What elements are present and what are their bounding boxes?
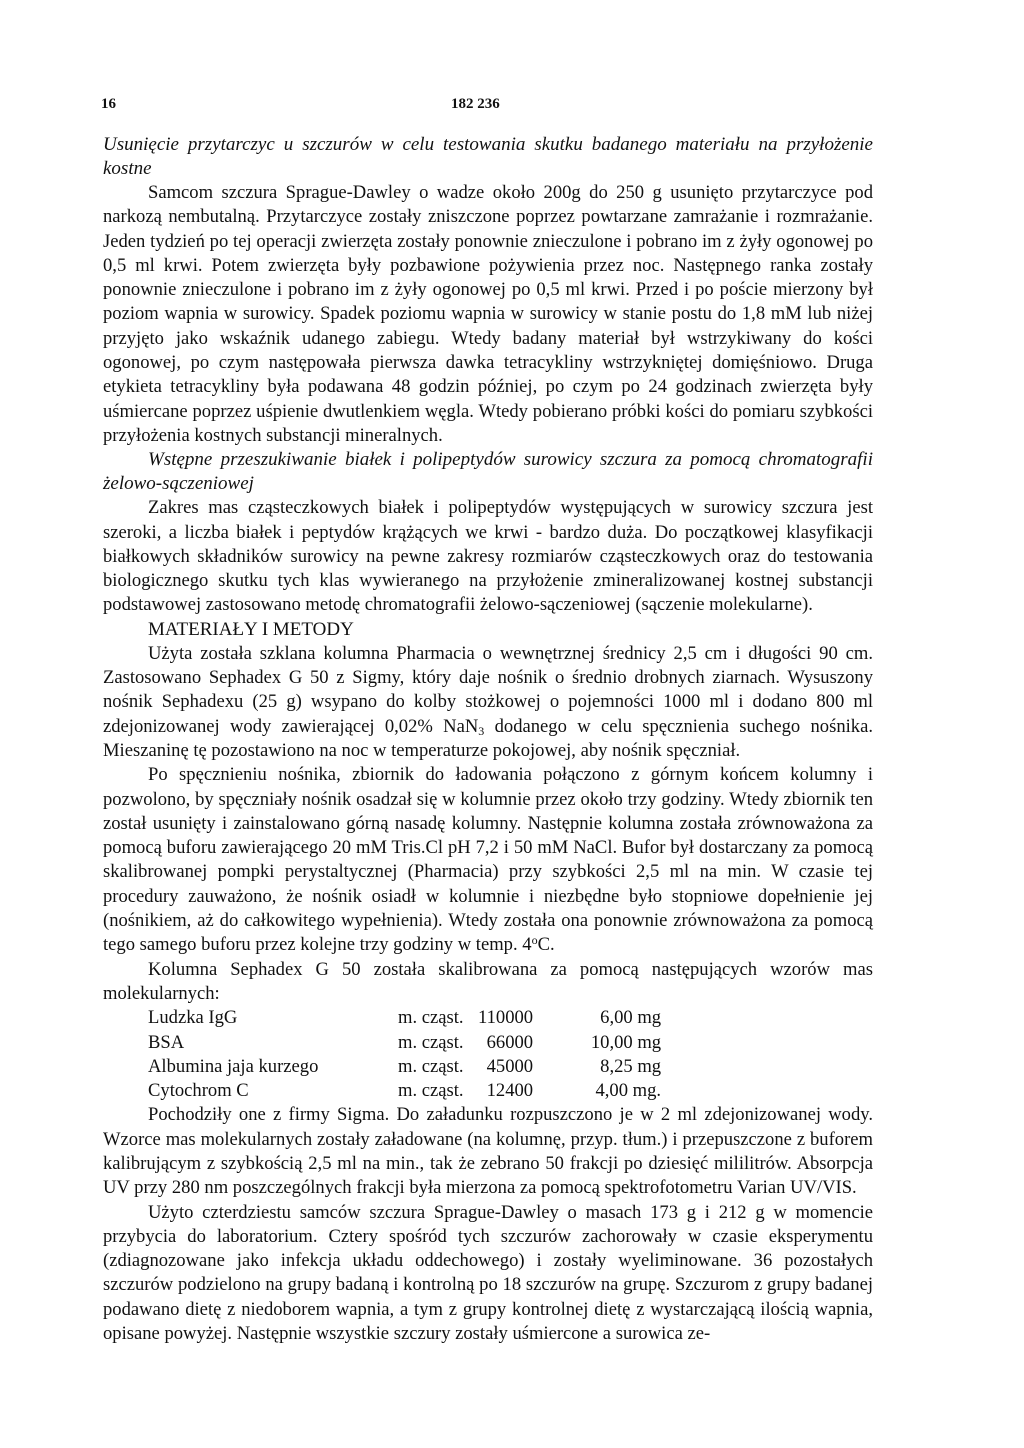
molecular-mass-standards-table <box>148 1006 661 1103</box>
section-heading-chromatography: Wstępne przeszukiwanie białek i polipeptydów surowicy szczura za pomocą chromatografii żelowo-sączeniowej <box>103 449 873 495</box>
standard-amount: 4,00 mg. <box>595 1080 662 1102</box>
standard-mass: 45000 <box>486 1055 534 1077</box>
document-page <box>103 96 873 1346</box>
standard-mass: 66000 <box>486 1031 534 1053</box>
standard-label: m. cząst. <box>398 1031 464 1053</box>
paragraph-equilibration: Po spęcznieniu nośnika, zbiornik do ładowania połączono z górnym końcem kolumny i pozwolono, by spęczniały nośnik osadzał się w kolumnie przez około trzy godziny. Wtedy zbiornik ten został usunięty i zainstalowano górną nasadę kolumny. Następnie kolumna została zrównoważona za pomocą buforu zawierającego 20 mM Tris.Cl pH 7,2 i 50 mM NaCl. Bufor był dostarczany za pomocą skalibrowanej pompki perystaltycznej (Pharmacia) przy szybkości 2,5 ml na min. W czasie tej procedury zauważono, że nośnik osiadł w kolumnie i niezbędne było stopniowe dopełnienie jej (nośnikiem, aż do całkowitego wypełnienia). Wtedy została ona ponownie zrównoważona za pomocą tego samego buforu przez kolejne trzy godziny w temp. 4$^o$C. <box>103 764 873 956</box>
standard-label: m. cząst. <box>398 1080 464 1102</box>
standard-label: m. cząst. <box>398 1007 464 1029</box>
table-row <box>148 1006 661 1030</box>
paragraph-calibration: Kolumna Sephadex G 50 została skalibrowana za pomocą następujących wzorów mas molekularnych: <box>103 958 873 1004</box>
standard-amount: 10,00 mg <box>590 1031 662 1053</box>
paragraph-parathyroidectomy: Samcom szczura Sprague-Dawley o wadze około 200g do 250 g usunięto przytarczyce pod narkozą nembutalną. Przytarczyce zostały zniszczone poprzez powtarzane zamrażanie i rozmrażanie. Jeden tydzień po tej operacji zwierzęta zostały ponownie znieczulone i pobrano im z żyły ogonowej po 0,5 ml krwi. Potem zwierzęta były pozbawione pożywienia przez noc. Następnego ranka zostały ponownie znieczulone i pobrano im z żyły ogonowej po 0,5 ml krwi. Przed i po poście mierzony był poziom wapnia w surowicy. Spadek poziomu wapnia w surowicy w stanie postu do 1,8 mM lub niżej przyjęto jako wskaźnik udanego zabiegu. Wtedy badany materiał był wstrzykiwany do kości ogonowej, po czym następowała pierwsza dawka tetracykliny wstrzykniętej domięśniowo. Druga etykieta tetracykliny była podawana 48 godzin później, po czym po 24 godzinach zwierzęta były uśmiercane poprzez uśpienie dwutlenkiem węgla. Wtedy pobierano próbki kości do pomiaru szybkości przyłożenia kostnych substancji mineralnych. <box>103 182 873 446</box>
document-number: 182 236 <box>451 96 500 112</box>
paragraph-standards-source: Pochodziły one z firmy Sigma. Do załadunku rozpuszczono je w 2 ml zdejonizowanej wody. Wzorce mas molekularnych zostały załadowane (na kolumnę, przyp. tłum.) i przepuszczone z buforem kalibrującym z szybkością 2,5 ml na min., tak że zebrano 50 frakcji po dziesięć mililitrów. Absorpcja UV przy 280 nm poszczególnych frakcji była mierzona za pomocą spektrofotometru Varian UV/VIS. <box>103 1104 873 1199</box>
standard-name: Ludzka IgG <box>148 1007 238 1029</box>
page-number: 16 <box>101 96 116 112</box>
paragraph-column-setup: Użyta została szklana kolumna Pharmacia o wewnętrznej średnicy 2,5 cm i długości 90 cm. Zastosowano Sephadex G 50 z Sigmy, który daje nośnik o średnio drobnych ziarnach. Wysuszony nośnik Sephadexu (25 g) wsypano do kolby stożkowej o pojemności 1000 ml i dodano 800 ml zdejonizowanej wody zawierającej 0,02% NaN$_3$ dodanego w celu spęcznienia suchego nośnika. Mieszaninę tę pozostawiono na noc w temperaturze pokojowej, aby nośnik spęczniał. <box>103 642 873 761</box>
standard-mass: 110000 <box>478 1007 534 1029</box>
standard-name: BSA <box>148 1031 185 1053</box>
paragraph-animals: Użyto czterdziestu samców szczura Sprague-Dawley o masach 173 g i 212 g w momencie przybycia do laboratorium. Cztery spośród tych szczurów zachorowały w czasie eksperymentu (zdiagnozowane jako infekcja układu oddechowego) i zostały wyeliminowane. 36 pozostałych szczurów podzielono na grupy badaną i kontrolną po 18 szczurów na grupę. Szczurom z grupy badanej podawano dietę z niedoborem wapnia, a tym z grupy kontrolnej dietę z wystarczającą ilością wapnia, opisane powyżej. Następnie wszystkie szczury zostały uśmiercone a surowica ze- <box>103 1201 873 1345</box>
standard-mass: 12400 <box>486 1080 534 1102</box>
materials-methods-heading: MATERIAŁY I METODY <box>148 618 354 640</box>
standard-name: Albumina jaja kurzego <box>148 1055 319 1077</box>
page-header <box>103 96 873 120</box>
standard-amount: 8,25 mg <box>600 1055 662 1077</box>
table-row <box>148 1031 661 1055</box>
standard-amount: 6,00 mg <box>600 1007 662 1029</box>
standard-label: m. cząst. <box>398 1055 464 1077</box>
table-row <box>148 1079 661 1103</box>
paragraph-chromatography: Zakres mas cząsteczkowych białek i polipeptydów występujących w surowicy szczura jest szeroki, a liczba białek i peptydów krążących we krwi - bardzo duża. Do początkowej klasyfikacji białkowych składników surowicy na pewne zakresy rozmiarów cząsteczkowych oraz do testowania biologicznego skutku tych klas wywieranego na przyłożenie zmineralizowanej kostnej substancji podstawowej zastosowano metodę chromatografii żelowo-sączeniowej (sączenie molekularne). <box>103 497 873 616</box>
table-row <box>148 1055 661 1079</box>
section-heading-parathyroidectomy: Usunięcie przytarczyc u szczurów w celu testowania skutku badanego materiału na przyłożenie kostne <box>103 134 873 179</box>
standard-name: Cytochrom C <box>148 1080 249 1102</box>
